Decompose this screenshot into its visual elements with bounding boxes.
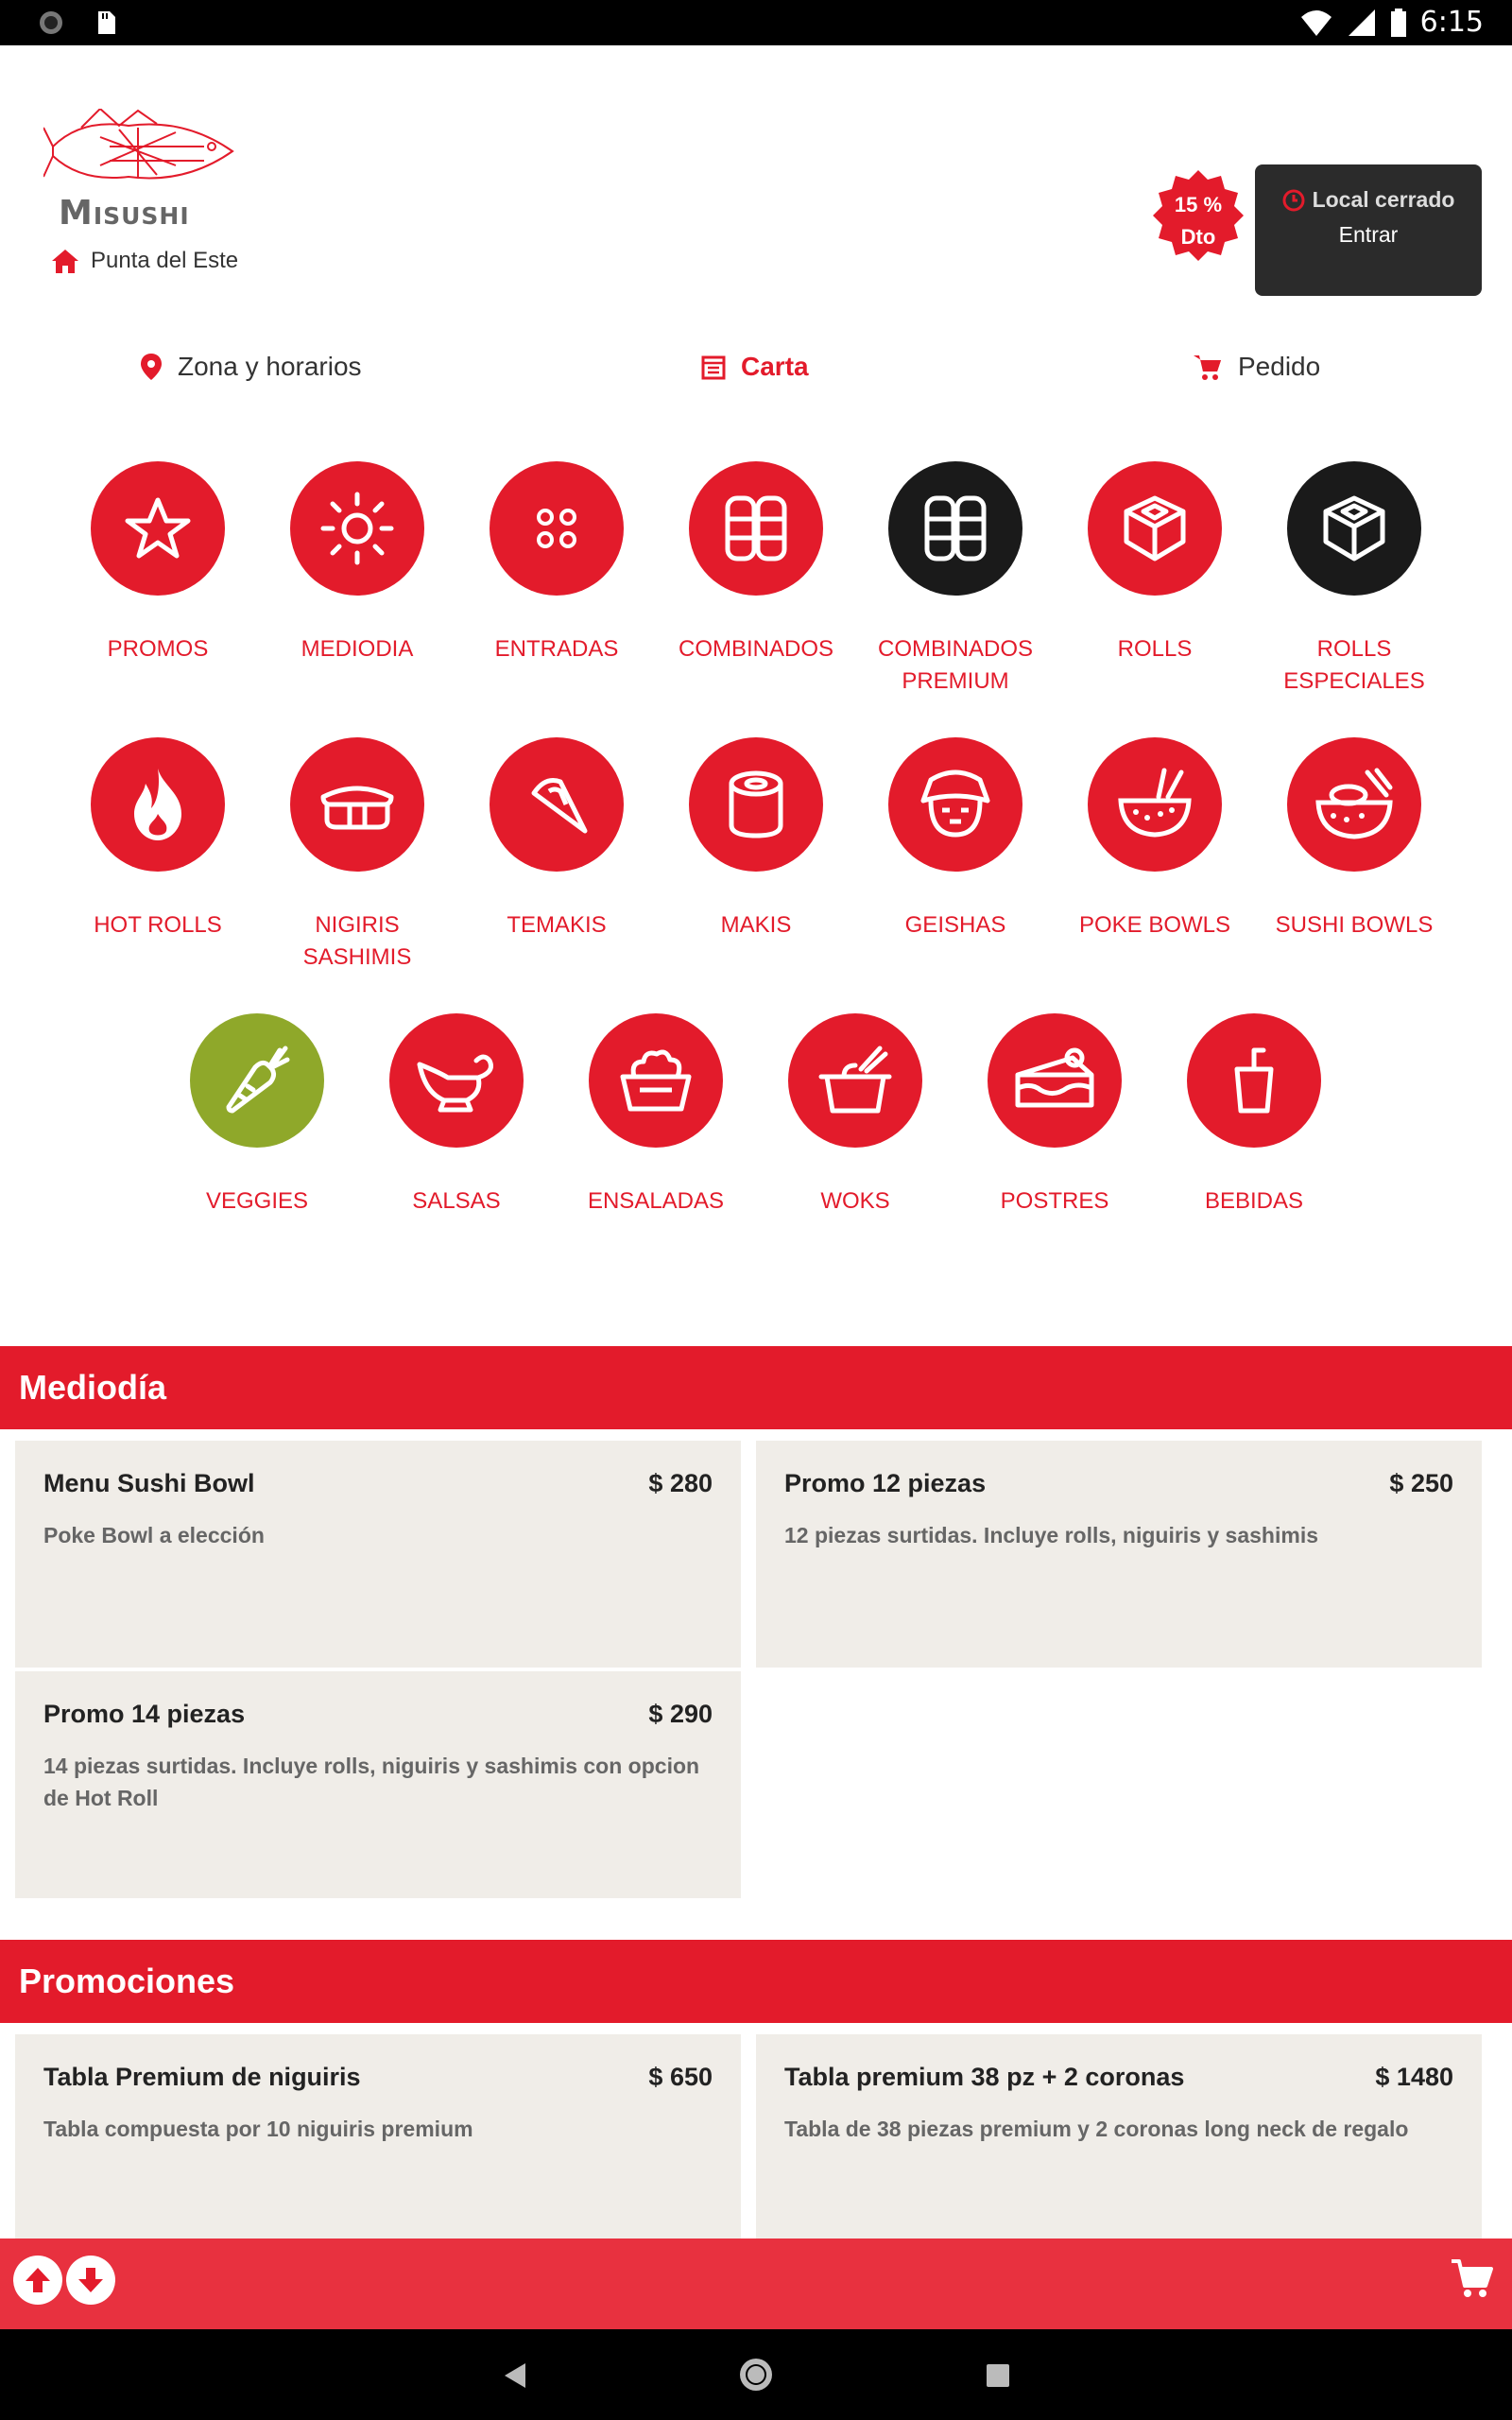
clock: 6:15 [1419, 6, 1484, 39]
category-sushi-bowls[interactable] [1264, 737, 1444, 942]
category-combinados-premium[interactable] [866, 461, 1045, 698]
cart-icon [1450, 2257, 1493, 2299]
cart-icon [1193, 353, 1223, 381]
sushi-stack-icon [919, 493, 991, 564]
category-hot-rolls[interactable] [68, 737, 248, 942]
status-bar [0, 0, 1512, 45]
category-label: TEMAKIS [507, 912, 607, 938]
star-icon [124, 494, 192, 562]
cart-button[interactable] [1450, 2257, 1493, 2304]
nav-zone-label: Zona y horarios [178, 352, 362, 381]
nigiri-icon [318, 776, 397, 833]
arrow-up-icon [22, 2264, 54, 2296]
cake-icon [1012, 1046, 1097, 1115]
discount-badge [1151, 168, 1246, 263]
category-salsas[interactable] [367, 1013, 546, 1218]
category-label: POKE BOWLS [1078, 912, 1231, 938]
category-label: SUSHI BOWLS [1275, 912, 1434, 938]
scroll-down-button[interactable] [66, 2256, 115, 2305]
product-name: Tabla premium 38 pz + 2 coronas [784, 2063, 1185, 2091]
product-description: 14 piezas surtidas. Incluye rolls, niguiris y sashimis con opcion de Hot Roll [43, 1754, 700, 1810]
category-label: COMBINADOS [678, 636, 833, 662]
calendar-icon [701, 354, 726, 380]
product-price: $ 650 [648, 2063, 713, 2091]
nav-zone-hours[interactable] [140, 340, 362, 393]
product-card[interactable] [15, 1441, 741, 1668]
clock-icon [1282, 189, 1305, 212]
map-pin-icon [140, 353, 163, 381]
location-label: Punta del Este [91, 248, 239, 273]
location[interactable] [51, 248, 238, 274]
store-status-text: Local cerrado [1312, 187, 1455, 212]
category-label: WOKS [820, 1188, 890, 1214]
category-postres[interactable] [965, 1013, 1144, 1218]
category-label: BEBIDAS [1204, 1188, 1304, 1214]
category-poke-bowls[interactable] [1065, 737, 1245, 942]
notification-icon [38, 9, 64, 36]
category-label: NIGIRIS SASHIMIS [302, 912, 412, 970]
nav-menu[interactable] [701, 340, 809, 393]
temaki-icon [523, 770, 591, 838]
category-bebidas[interactable] [1164, 1013, 1344, 1218]
product-card[interactable] [756, 1441, 1482, 1668]
product-name: Promo 12 piezas [784, 1469, 987, 1497]
product-name: Menu Sushi Bowl [43, 1469, 255, 1497]
category-entradas[interactable] [467, 461, 646, 666]
product-description: Poke Bowl a elección [43, 1523, 265, 1547]
category-label: PROMOS [107, 636, 209, 662]
scroll-up-button[interactable] [13, 2256, 62, 2305]
recents-icon[interactable] [985, 2362, 1011, 2389]
category-rolls[interactable] [1065, 461, 1245, 666]
product-card[interactable] [15, 2034, 741, 2238]
category-temakis[interactable] [467, 737, 646, 942]
category-rolls-especiales[interactable] [1264, 461, 1444, 698]
section-header-mediodia: Mediodía [0, 1346, 1512, 1429]
category-label: SALSAS [412, 1188, 501, 1214]
sun-icon [319, 491, 395, 566]
category-label: VEGGIES [205, 1188, 309, 1214]
battery-icon [1390, 8, 1407, 38]
carrot-icon [221, 1045, 293, 1116]
product-card[interactable] [15, 1671, 741, 1898]
wifi-icon [1299, 8, 1333, 38]
category-woks[interactable] [765, 1013, 945, 1218]
nav-menu-label: Carta [741, 352, 809, 381]
category-label: COMBINADOS PREMIUM [877, 636, 1033, 694]
nav-order-label: Pedido [1238, 352, 1321, 381]
category-label: POSTRES [1000, 1188, 1109, 1214]
category-label: ROLLS ESPECIALES [1283, 636, 1425, 694]
product-price: $ 250 [1389, 1469, 1453, 1497]
sushi-stack-icon [720, 493, 792, 564]
category-geishas[interactable] [866, 737, 1045, 942]
top-nav [0, 340, 1512, 393]
category-combinados[interactable] [666, 461, 846, 666]
enter-label: Entrar [1338, 222, 1399, 247]
back-icon[interactable] [501, 2361, 529, 2390]
home-button-icon[interactable] [737, 2356, 775, 2394]
geisha-icon [918, 767, 993, 842]
category-nigiris-sashimis[interactable] [267, 737, 447, 974]
category-grid [0, 454, 1512, 1248]
category-label: ROLLS [1117, 636, 1193, 662]
store-status-button[interactable] [1255, 164, 1482, 296]
arrow-down-icon [75, 2264, 107, 2296]
category-label: ENSALADAS [587, 1188, 725, 1214]
system-nav-bar [0, 2329, 1512, 2420]
roll-icon [1318, 493, 1390, 564]
maki-icon [723, 769, 789, 840]
product-price: $ 290 [648, 1700, 713, 1728]
wok-box-icon [817, 1043, 893, 1118]
brand-name: Misushi [59, 194, 190, 233]
nav-order[interactable] [1193, 340, 1320, 393]
gravy-boat-icon [416, 1047, 497, 1114]
sd-card-icon [94, 9, 117, 36]
drink-cup-icon [1226, 1043, 1282, 1118]
category-label: HOT ROLLS [94, 912, 222, 938]
product-description: Tabla compuesta por 10 niguiris premium [43, 2117, 473, 2141]
sushi-bowl-icon [1313, 767, 1396, 842]
bowl-chopsticks-icon [1115, 767, 1194, 842]
category-label: MEDIODIA [301, 636, 414, 662]
product-description: Tabla de 38 piezas premium y 2 coronas long neck de regalo [784, 2117, 1409, 2141]
four-dots-icon [528, 500, 585, 557]
category-ensaladas[interactable] [566, 1013, 746, 1218]
category-label: MAKIS [720, 912, 792, 938]
discount-label: Dto [1180, 225, 1216, 249]
product-name: Tabla Premium de niguiris [43, 2063, 361, 2091]
discount-percent: 15 % [1174, 193, 1223, 216]
home-icon [51, 248, 79, 274]
roll-icon [1119, 493, 1191, 564]
category-makis[interactable] [666, 737, 846, 942]
product-description: 12 piezas surtidas. Incluye rolls, niguiris y sashimis [784, 1523, 1319, 1547]
product-price: $ 280 [648, 1469, 713, 1497]
category-veggies[interactable] [167, 1013, 347, 1218]
category-mediodia[interactable] [267, 461, 447, 666]
section-header-promociones: Promociones [0, 1940, 1512, 2023]
flame-icon [125, 767, 191, 842]
signal-icon [1347, 8, 1377, 38]
product-price: $ 1480 [1375, 2063, 1453, 2091]
category-label: ENTRADAS [494, 636, 619, 662]
product-name: Promo 14 piezas [43, 1700, 246, 1728]
category-label: GEISHAS [904, 912, 1006, 938]
category-promos[interactable] [68, 461, 248, 666]
salad-icon [615, 1045, 696, 1116]
product-card[interactable] [756, 2034, 1482, 2238]
bottom-action-bar [0, 2238, 1512, 2329]
